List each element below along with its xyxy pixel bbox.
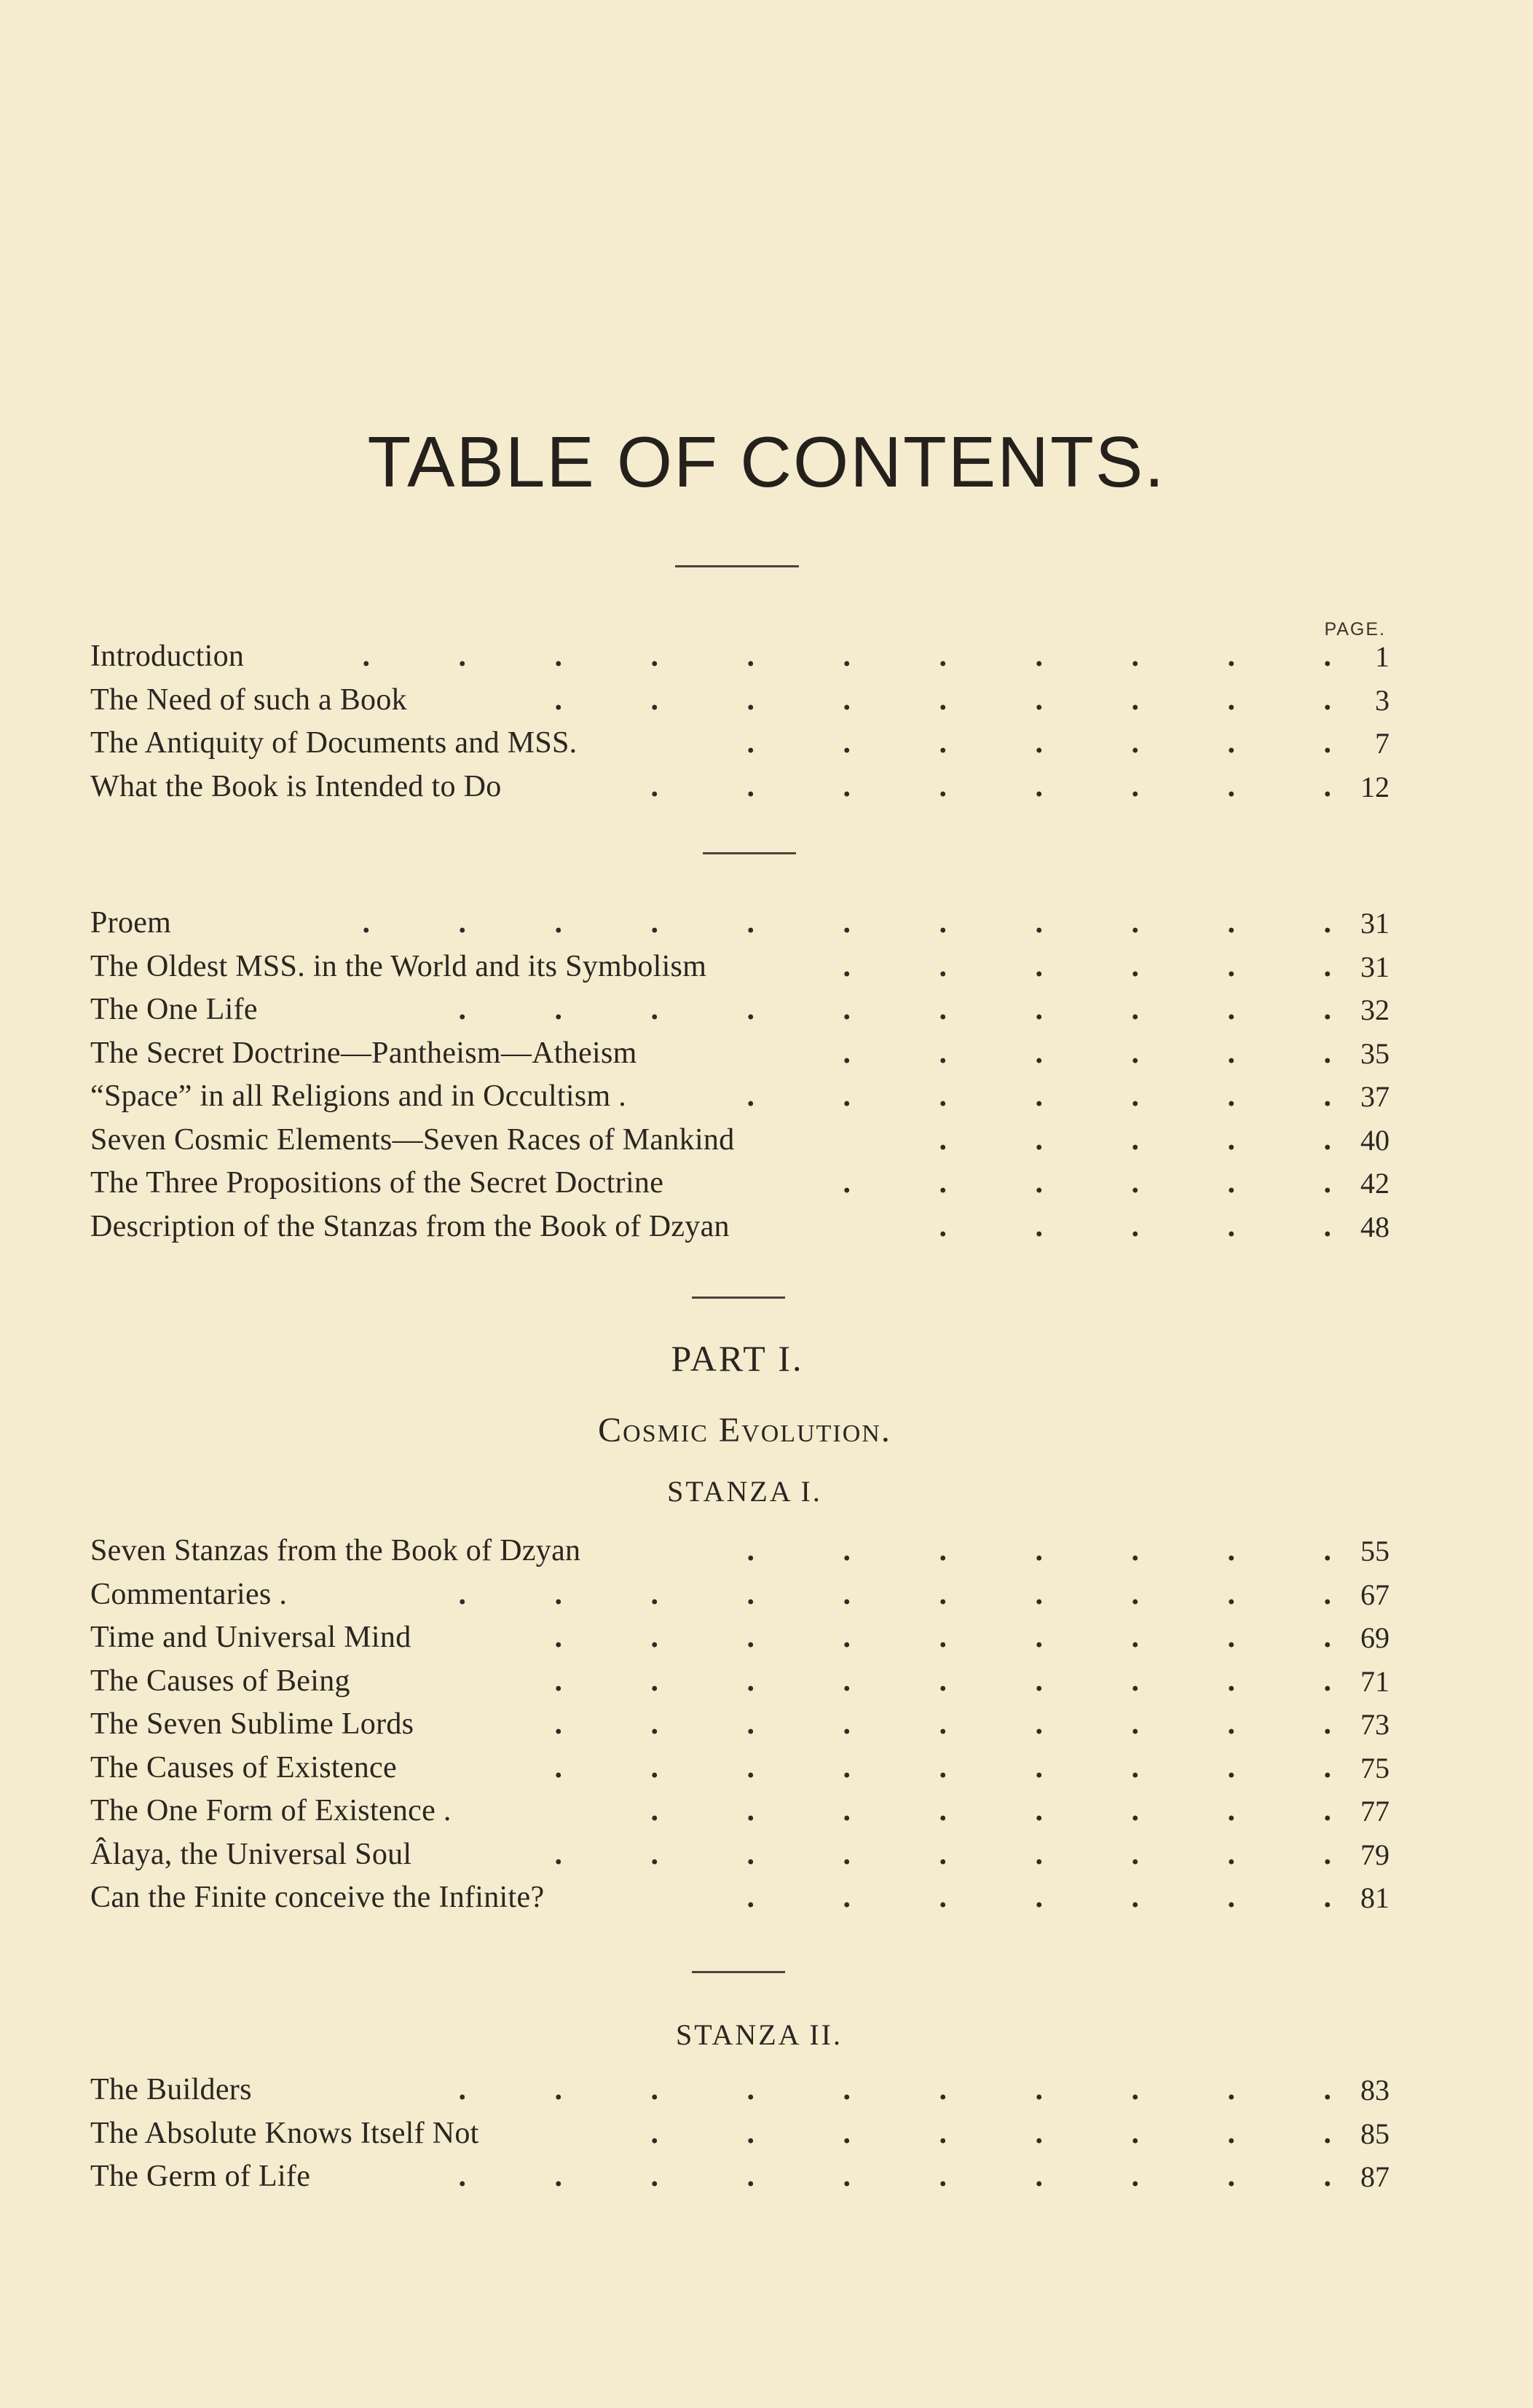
toc-entry <box>90 1119 1390 1162</box>
leader-dots: . . . . . . . . . . <box>458 2073 1331 2106</box>
toc-entry <box>90 902 1390 945</box>
page-title: TABLE OF CONTENTS. <box>367 422 1166 502</box>
toc-entry-title: The Need of such a Book <box>90 682 407 717</box>
toc-entry-title: The Builders <box>90 2073 252 2106</box>
toc-entry <box>90 1876 1390 1920</box>
toc-entry-title: The Seven Sublime Lords <box>90 1707 414 1741</box>
leader-dots: . . . . . . . . . . <box>458 1577 1331 1611</box>
leader-dots: . . . . . . . . . <box>554 682 1331 717</box>
leader-dots: . . . . . . <box>843 1166 1331 1200</box>
toc-entry <box>90 1833 1390 1877</box>
toc-entry <box>90 1703 1390 1747</box>
toc-entry <box>90 2155 1390 2199</box>
leader-dots: . . . . . . . . . . . <box>362 906 1331 940</box>
toc-entry-page: 81 <box>1360 1881 1390 1914</box>
toc-section-intro <box>90 635 1390 808</box>
divider-rule <box>675 565 799 567</box>
toc-entry-page: 1 <box>1375 640 1390 673</box>
toc-entry-page: 77 <box>1360 1795 1390 1827</box>
leader-dots: . . . . . . . . . . . <box>362 640 1331 673</box>
toc-entry-title: Commentaries . <box>90 1577 288 1611</box>
toc-entry-title: What the Book is Intended to Do <box>90 769 502 803</box>
toc-entry-page: 79 <box>1360 1838 1390 1871</box>
toc-entry-page: 55 <box>1360 1535 1390 1567</box>
toc-entry-page: 35 <box>1360 1036 1390 1070</box>
toc-entry <box>90 1616 1390 1660</box>
toc-entry-page: 75 <box>1360 1751 1390 1785</box>
toc-entry-title: Introduction <box>90 640 245 673</box>
toc-entry-page: 31 <box>1360 950 1390 983</box>
toc-entry-page: 40 <box>1360 1123 1390 1157</box>
toc-entry-page: 32 <box>1360 994 1390 1026</box>
toc-entry-title: The Germ of Life <box>90 2160 311 2193</box>
toc-entry <box>90 722 1390 766</box>
leader-dots: . . . . . . . . <box>650 2116 1331 2150</box>
toc-entry <box>90 1075 1390 1119</box>
leader-dots: . . . . . . . . . <box>554 1621 1331 1654</box>
toc-entry-title: Description of the Stanzas from the Book of Dzyan <box>90 1209 730 1243</box>
toc-entry-page: 42 <box>1360 1167 1390 1200</box>
toc-entry-page: 7 <box>1375 727 1390 760</box>
toc-entry-page: 71 <box>1360 1664 1390 1698</box>
toc-entry <box>90 766 1390 809</box>
leader-dots: . . . . . . . . . <box>554 1750 1331 1785</box>
toc-entry-page: 67 <box>1360 1578 1390 1611</box>
leader-dots: . . . . . . . . . . <box>458 2160 1331 2193</box>
toc-entry-title: The Three Propositions of the Secret Doctrine <box>90 1166 664 1200</box>
divider-rule <box>692 1971 785 1973</box>
toc-entry <box>90 635 1390 679</box>
leader-dots: . . . . . . . . . <box>554 1707 1331 1741</box>
leader-dots: . . . . . . <box>843 1036 1331 1070</box>
stanza-heading: STANZA II. <box>675 2018 843 2051</box>
toc-entry-page: 37 <box>1360 1080 1390 1113</box>
toc-entry-page: 12 <box>1360 770 1390 803</box>
leader-dots: . . . . . . . . . <box>554 1664 1331 1698</box>
toc-entry-title: Can the Finite conceive the Infinite? <box>90 1881 545 1914</box>
leader-dots: . . . . . . . . . <box>554 1837 1331 1871</box>
toc-entry-title: Seven Stanzas from the Book of Dzyan <box>90 1534 581 1567</box>
toc-entry-title: The One Form of Existence . <box>90 1794 452 1827</box>
toc-section-stanza-1 <box>90 1530 1390 1920</box>
toc-entry-title: The Oldest MSS. in the World and its Symbolism <box>90 949 707 983</box>
toc-entry-title: The Causes of Being <box>90 1664 350 1698</box>
toc-entry-title: Seven Cosmic Elements—Seven Races of Mankind <box>90 1122 735 1157</box>
leader-dots: . . . . . . . <box>746 1881 1331 1914</box>
page-column-label: PAGE. <box>1324 619 1386 640</box>
toc-entry-page: 87 <box>1360 2160 1390 2193</box>
stanza-heading: STANZA I. <box>667 1475 822 1508</box>
toc-entry-page: 73 <box>1360 1708 1390 1741</box>
leader-dots: . . . . . . <box>843 949 1331 983</box>
toc-entry-title: The Causes of Existence <box>90 1750 397 1785</box>
leader-dots: . . . . . . . . . . <box>458 993 1331 1026</box>
leader-dots: . . . . . . . . <box>650 769 1331 803</box>
toc-entry <box>90 988 1390 1032</box>
part-subtitle: Cosmic Evolution. <box>598 1411 891 1449</box>
leader-dots: . . . . . <box>939 1209 1331 1243</box>
toc-entry <box>90 2112 1390 2156</box>
toc-entry <box>90 945 1390 989</box>
toc-entry <box>90 679 1390 723</box>
toc-entry <box>90 1573 1390 1617</box>
divider-rule <box>703 852 796 854</box>
divider-rule <box>692 1297 785 1299</box>
toc-section-stanza-2 <box>90 2069 1390 2199</box>
part-heading: PART I. <box>671 1338 804 1379</box>
toc-entry <box>90 1747 1390 1790</box>
toc-entry-page: 83 <box>1360 2074 1390 2106</box>
toc-entry <box>90 1162 1390 1205</box>
toc-entry <box>90 1032 1390 1076</box>
toc-entry-title: Âlaya, the Universal Soul <box>90 1837 412 1871</box>
toc-entry-title: The Absolute Knows Itself Not <box>90 2116 479 2150</box>
toc-entry-page: 3 <box>1375 683 1390 717</box>
leader-dots: . . . . . . . . <box>650 1794 1331 1827</box>
toc-entry-page: 31 <box>1360 907 1390 940</box>
toc-entry <box>90 2069 1390 2112</box>
toc-entry <box>90 1205 1390 1249</box>
toc-entry <box>90 1790 1390 1833</box>
toc-entry-title: Proem <box>90 906 172 940</box>
toc-entry-title: The One Life <box>90 993 258 1026</box>
toc-entry-title: The Antiquity of Documents and MSS. <box>90 726 578 760</box>
toc-entry <box>90 1530 1390 1573</box>
toc-entry <box>90 1660 1390 1704</box>
toc-entry-title: Time and Universal Mind <box>90 1621 411 1654</box>
toc-entry-title: The Secret Doctrine—Pantheism—Atheism <box>90 1036 637 1070</box>
leader-dots: . . . . . . . <box>746 1534 1331 1567</box>
toc-section-proem <box>90 902 1390 1248</box>
toc-entry-title: “Space” in all Religions and in Occultism . <box>90 1079 627 1113</box>
leader-dots: . . . . . . . <box>746 726 1331 760</box>
toc-entry-page: 48 <box>1360 1210 1390 1243</box>
leader-dots: . . . . . <box>939 1122 1331 1157</box>
leader-dots: . . . . . . . <box>746 1079 1331 1113</box>
toc-entry-page: 85 <box>1360 2117 1390 2150</box>
toc-entry-page: 69 <box>1360 1621 1390 1654</box>
